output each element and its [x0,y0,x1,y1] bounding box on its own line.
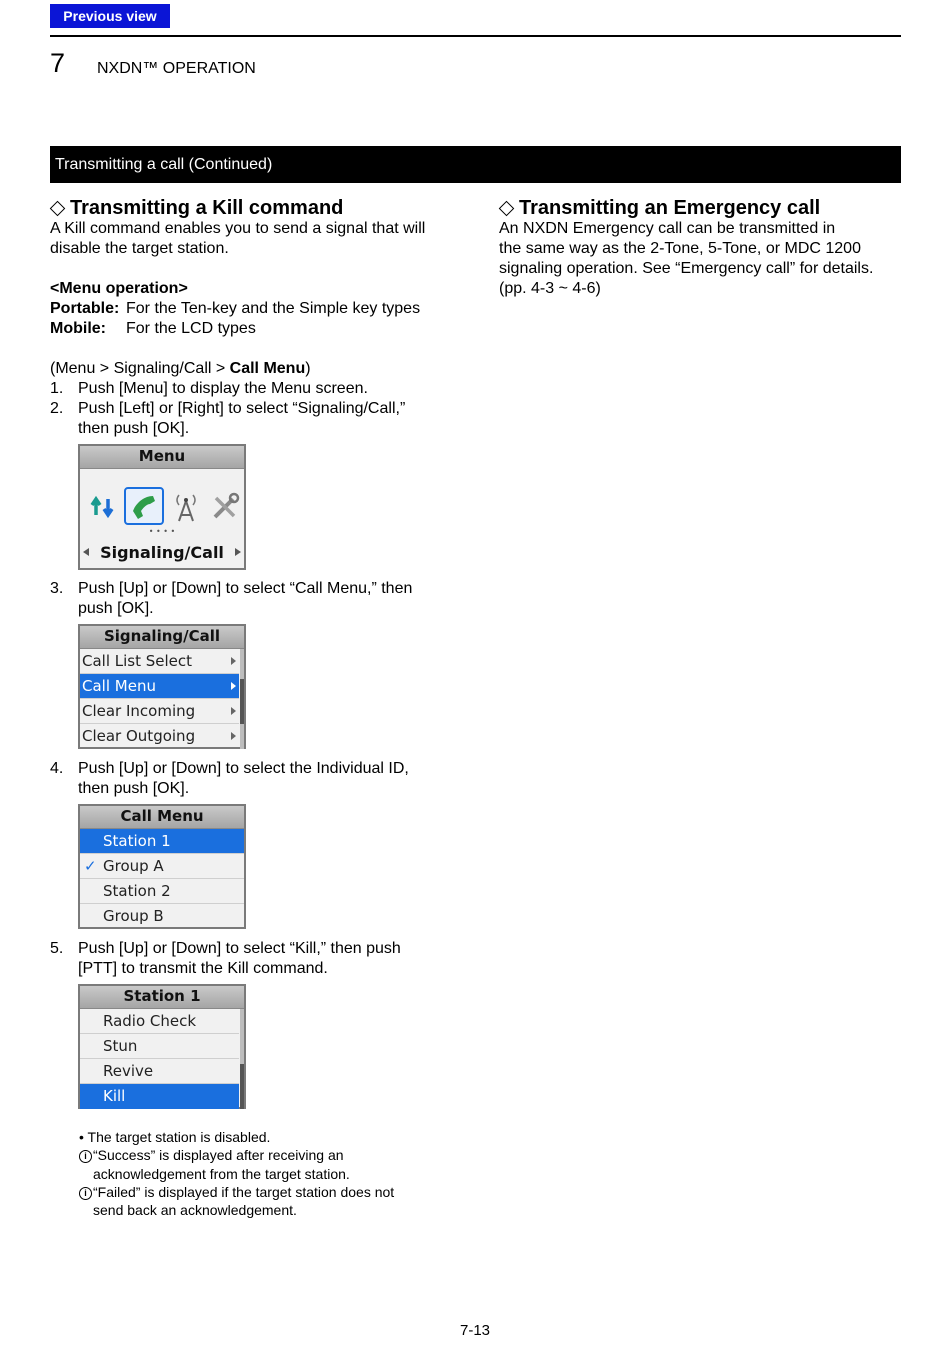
station-screen [78,984,246,1109]
list-item-selected[interactable]: Call Menu [80,674,239,699]
submenu-arrow-icon [231,682,236,690]
info-icon: i [79,1187,92,1200]
list-item[interactable]: Clear Outgoing [80,724,239,749]
menu-path: (Menu > Signaling/Call > Call Menu) [50,360,311,377]
list-item[interactable]: Call List Select [80,649,239,674]
step-3: 3. Push [Up] or [Down] to select “Call Menu,” then push [OK]. [50,580,413,617]
result-notes: • The target station is disabled. i “Success” is displayed after receiving an acknowledgement from the target station. i “Failed” is displayed if the target station does not send back an acknowledgement. [79,1128,459,1219]
list-item[interactable]: Stun [80,1034,239,1059]
list-item[interactable]: Radio Check [80,1009,239,1034]
antenna-icon [168,489,204,525]
screen-title: Signaling/Call [80,626,244,649]
phone-icon-selected [124,487,164,525]
scrollbar-thumb[interactable] [240,1064,244,1109]
diamond-icon [50,200,66,216]
tools-icon [207,489,243,525]
mobile-label: Mobile: [50,320,106,337]
info-icon: i [79,1150,92,1163]
menu-item-label: Signaling/Call [100,543,224,562]
scrollbar-thumb[interactable] [240,679,244,724]
phone-icon [126,489,162,523]
step-2: 2. Push [Left] or [Right] to select “Signaling/Call,” then push [OK]. [50,400,406,437]
list-item-selected[interactable]: Station 1 [80,829,244,854]
chapter-title: NXDN™ OPERATION [97,60,256,77]
diamond-icon [499,200,515,216]
step-4: 4. Push [Up] or [Down] to select the Individual ID, then push [OK]. [50,760,409,797]
kill-heading: Transmitting a Kill command [48,196,343,220]
submenu-arrow-icon [231,707,236,715]
step-5: 5. Push [Up] or [Down] to select “Kill,” then push [PTT] to transmit the Kill command. [50,940,401,977]
emergency-heading: Transmitting an Emergency call [497,196,820,220]
scan-arrows-icon [86,489,122,525]
submenu-arrow-icon [231,657,236,665]
signaling-call-screen [78,624,246,749]
previous-view-button[interactable]: Previous view [50,4,170,28]
list-item[interactable]: Revive [80,1059,239,1084]
screen-title: Menu [80,446,244,469]
portable-label: Portable: [50,300,120,317]
screen-title: Station 1 [80,986,244,1009]
note-bullet: • The target station is disabled. [79,1129,271,1145]
step-1: 1. Push [Menu] to display the Menu screen. [50,380,368,397]
header-rule [50,35,901,37]
submenu-arrow-icon [231,732,236,740]
list-item-selected[interactable]: Kill [80,1084,239,1109]
kill-intro: A Kill command enables you to send a signal that will disable the target station. [50,220,426,257]
section-title-bar: Transmitting a call (Continued) [50,146,901,183]
page-number: 7-13 [459,1322,491,1339]
page-dots: • • • • [148,527,176,536]
portable-text: For the Ten-key and the Simple key types [126,300,421,317]
checkmark-icon: ✓ [84,857,97,875]
scrollbar[interactable] [240,1009,244,1109]
list-item[interactable]: Clear Incoming [80,699,239,724]
chapter-number: 7 [50,48,66,78]
screen-title: Call Menu [80,806,244,829]
call-menu-screen [78,804,246,929]
list-item[interactable]: ✓ Group A [80,854,244,879]
scrollbar[interactable] [240,649,244,749]
emergency-text: An NXDN Emergency call can be transmitted in the same way as the 2-Tone, 5-Tone, or MDC 1200 signaling operation. See “Emergency call” for details. (pp. 4-3 ~ 4-6) [499,220,874,297]
menu-screen [78,444,246,570]
menu-operation-label: <Menu operation> [50,280,188,297]
list-item[interactable]: Group B [103,907,164,925]
menu-operation-block [50,279,470,339]
list-item[interactable]: Station 2 [80,879,244,904]
mobile-text: For the LCD types [126,320,256,337]
